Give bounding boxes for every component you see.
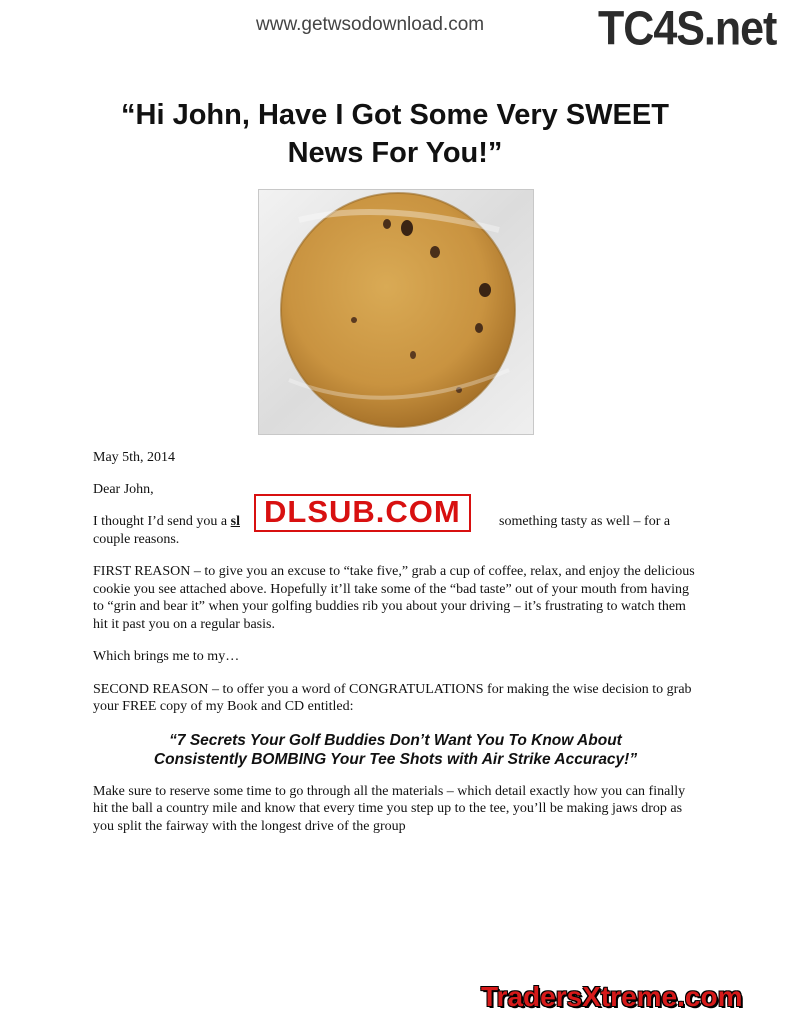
tradersxtreme-logo: TradersXtreme.com	[481, 981, 743, 1012]
header-url: www.getwsodownload.com	[256, 14, 485, 35]
headline-line-2: News For You!”	[287, 137, 503, 169]
tc4s-logo: TC4S.net	[598, 2, 777, 56]
dlsub-watermark: DLSUB.COM	[254, 494, 471, 532]
book-title-line-2: Consistently BOMBING Your Tee Shots with Air Strike Accuracy!”	[153, 750, 638, 768]
letter-date: May 5th, 2014	[93, 450, 176, 465]
page-title	[60, 96, 730, 172]
cookie-icon	[259, 190, 533, 434]
book-title-line-1: “7 Secrets Your Golf Buddies Don’t Want You To Know About	[169, 731, 622, 749]
paragraph-1-link: sl	[230, 514, 240, 529]
paragraph-2: FIRST REASON – to give you an excuse to “take five,” grab a cup of coffee, relax, and enjoy the delicious cookie you see attached above. Hopefully it’ll take some of the “bad taste” out of your mouth from having to “grin and bear it” when your golfing buddies rib you about your driving – it’s frustrating to watch them hit it past you on a regular basis.	[93, 564, 695, 632]
paragraph-1-start: I thought I’d send you a	[93, 514, 228, 529]
paragraph-5: Make sure to reserve some time to go through all the materials – which detail exactly how you can finally hit the ball a country mile and know that every time you step up to the tee, you’ll be making jaws drop as you split the fairway with the longest drive of the group	[93, 783, 686, 834]
headline-line-1: “Hi John, Have I Got Some Very SWEET	[121, 99, 669, 131]
paragraph-4: SECOND REASON – to offer you a word of CONGRATULATIONS for making the wise decision to grab your FREE copy of my Book and CD entitled:	[93, 681, 692, 714]
paragraph-3: Which brings me to my…	[93, 649, 240, 664]
salutation: Dear John,	[93, 481, 154, 497]
book-title	[83, 731, 708, 769]
paragraph-1-end: something tasty as well – for a couple reasons.	[93, 514, 671, 547]
cookie-photo	[258, 189, 534, 435]
